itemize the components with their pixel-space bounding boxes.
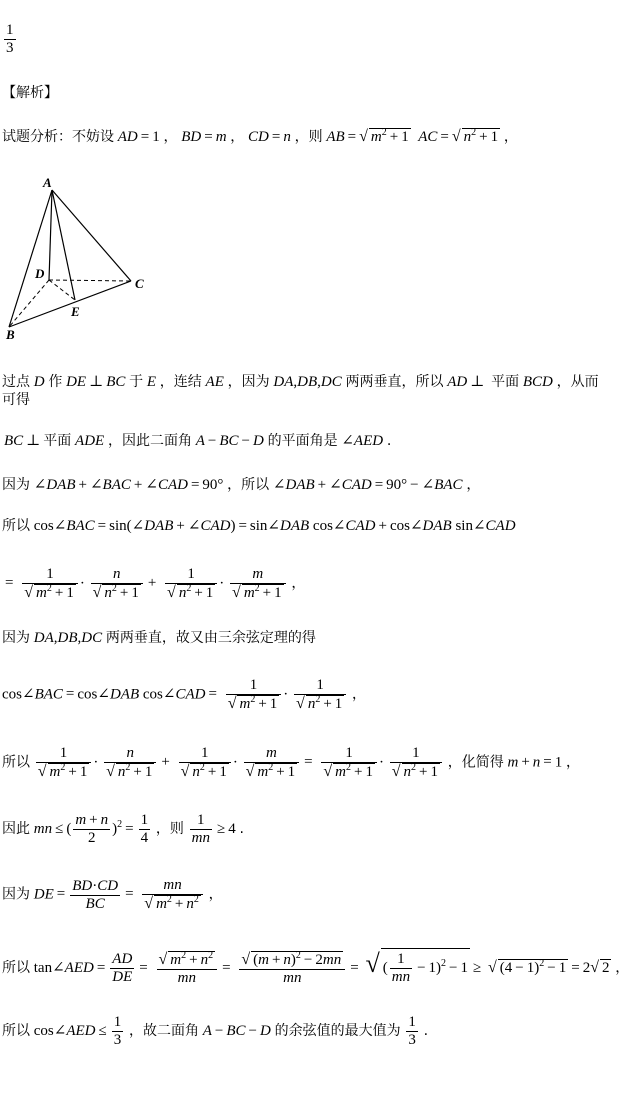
tetrahedron-figure bbox=[0, 172, 150, 342]
label-d: D bbox=[35, 266, 45, 281]
line-construction-cont: 可得 bbox=[2, 392, 30, 408]
line-assumption: 试题分析：不妨设 AD = 1 ， BD = m ， CD = n ，则 AB = √ $m^2 + 1$ AC = √ $n^2 + 1$ ， bbox=[2, 127, 518, 145]
line-construction: 过点 D 作 DE ⊥ BC 于 E ，连结 AE ，因为 DA,DB,DC 两两垂直，所以 AD ⊥ 平面 BCD ，从而 bbox=[2, 374, 599, 390]
label-c: C bbox=[135, 276, 144, 291]
label-a: A bbox=[43, 175, 52, 190]
line-tan-aed: 所以 tan∠AED = $\frac{AD}{DE}$ = $\frac{√ m^2 + n^2}{mn}$ = $\frac{√ (m + n)^2 - 2mn}{mn}$ = √ ( $\frac{1}{mn}$ − 1)$^2$ − 1 ≥ √ $(4 - 1)^2 - 1 = 2√$ 2 ， bbox=[2, 948, 630, 986]
section-header: 【解析】 bbox=[2, 85, 58, 101]
label-b: B bbox=[6, 327, 15, 342]
line-cos-expansion: = $\frac{1}{√ m^2 + 1}$ · $\frac{n}{√ n^2 + 1}$ + $\frac{1}{√ n^2 + 1}$ · $\frac{m}{√ m^2 + 1}$ ， bbox=[5, 566, 306, 601]
line-plane-angle: BC ⊥ 平面 ADE ，因此二面角 A − BC − D 的平面角是 ∠AED . bbox=[4, 433, 392, 449]
line-three-cosine: 因为 DA,DB,DC 两两垂直，故又由三余弦定理的得 bbox=[2, 630, 316, 646]
line-de-length: 因为 DE = $\frac{BD\cdot CD}{BC}$ = $\frac{mn}{√ m^2 + n^2}$ ， bbox=[2, 877, 223, 912]
label-e: E bbox=[71, 304, 80, 319]
line-angle-sum: 因为 ∠DAB + ∠BAC + ∠CAD = 90° ，所以 ∠DAB + ∠CAD = 90° − ∠BAC ， bbox=[2, 477, 481, 493]
answer-fraction: $\frac{1}{3}$ bbox=[6, 22, 14, 56]
line-conclusion: 所以 cos∠AED ≤ $\frac{1}{3}$ ，故二面角 A − BC − D 的余弦值的最大值为 $\frac{1}{3}$ . bbox=[2, 1014, 429, 1048]
line-cos-bac: 所以 cos∠BAC = sin(∠DAB + ∠CAD) = sin∠DAB cos∠CAD + cos∠DAB sin∠CAD bbox=[2, 518, 516, 534]
line-cos-product: cos∠BAC = cos∠DAB cos∠CAD = $\frac{1}{√ m^2 + 1}$ · $\frac{1}{√ n^2 + 1}$ ， bbox=[2, 677, 367, 712]
line-simplify: 所以 $\frac{1}{√ m^2 + 1}$ · $\frac{n}{√ n^2 + 1}$ + $\frac{1}{√ n^2 + 1}$ · $\frac{m}{√ m^2 + 1}$ = $\frac{1}{√ m^2 + 1}$ · $\frac{1}{√ n^2 + 1}$ ，化简得 m + n = 1 ， bbox=[2, 745, 580, 780]
line-mn-bound: 因此 mn ≤ ( $\frac{m + n}{2}$ )$^2$ = $\frac{1}{4}$ ，则 $\frac{1}{mn}$ ≥ 4 . bbox=[2, 812, 244, 846]
